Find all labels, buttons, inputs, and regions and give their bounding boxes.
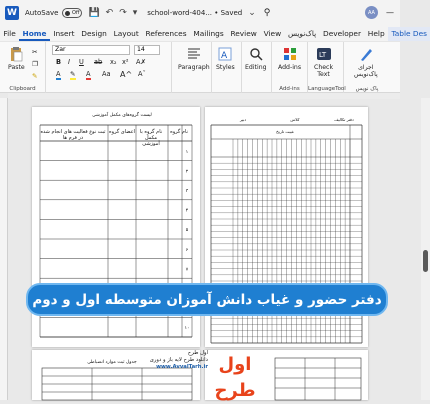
paknevis-group: [344, 42, 390, 94]
languagetool-icon: [316, 46, 332, 62]
copy-icon[interactable]: ❐: [32, 60, 38, 68]
paste-label: Paste: [8, 64, 25, 71]
paragraph-button[interactable]: [178, 46, 210, 71]
check-text-line2: Text: [317, 71, 330, 78]
tab-help[interactable]: Help: [367, 29, 385, 38]
horizontal-ruler[interactable]: [8, 93, 400, 99]
font-color-button[interactable]: A: [86, 70, 91, 78]
tab-paknevis[interactable]: پاک‌نویس: [287, 29, 317, 38]
underline-button[interactable]: U: [79, 58, 84, 66]
row-number: ۱۰: [184, 326, 190, 332]
autosave-label: AutoSave: [25, 8, 59, 17]
title-bar: [0, 0, 400, 25]
paste-button[interactable]: [8, 46, 25, 71]
paknevis-group-label: پاک نویس: [355, 86, 379, 92]
styles-group: [212, 42, 242, 94]
left-header-3: ثبت نوع فعالیت های انجام شده در فرم ها: [40, 129, 106, 141]
addins-button[interactable]: [278, 46, 301, 71]
right-header-mid: کلاس: [290, 117, 300, 122]
italic-button[interactable]: I: [68, 58, 70, 66]
left-page-title: لیست گروه‌های مکمل آموزشی: [92, 113, 152, 118]
promo-banner: دفتر حضور و غیاب دانش آموزان متوسطه اول و دوم: [26, 283, 388, 316]
watermark-text: [108, 350, 208, 371]
scrollbar-thumb[interactable]: [423, 250, 428, 272]
ribbon-tabs: [0, 25, 427, 41]
row-number: ۶: [185, 247, 189, 253]
autosave-toggle[interactable]: [62, 8, 82, 18]
row-number: ۱: [185, 149, 189, 155]
styles-button[interactable]: [216, 46, 235, 71]
clear-formatting-icon[interactable]: A✗: [136, 58, 147, 66]
svg-text:LT: LT: [318, 51, 326, 59]
svg-text:A: A: [221, 51, 228, 61]
autosave-toggle-state: Off: [72, 9, 80, 16]
bottom-left-title: جدول ثبت موارد انضباطی: [87, 360, 137, 365]
tab-insert[interactable]: Insert: [53, 29, 75, 38]
tab-references[interactable]: References: [145, 29, 187, 38]
save-icon[interactable]: 💾: [88, 7, 100, 18]
tab-table-design[interactable]: Table Des: [388, 27, 430, 41]
strikethrough-button[interactable]: ab: [94, 58, 103, 66]
customize-toolbar-icon[interactable]: ▾: [132, 7, 138, 18]
minimize-icon[interactable]: —: [386, 8, 394, 17]
styles-label: Styles: [216, 64, 235, 71]
grow-font-button[interactable]: A^: [120, 70, 133, 79]
vertical-ruler[interactable]: [0, 98, 8, 400]
title-dropdown-icon[interactable]: ⌄: [248, 7, 256, 18]
avatar[interactable]: AA: [365, 6, 378, 19]
editing-group: [242, 42, 272, 94]
paragraph-group: [172, 42, 212, 94]
word-app-icon: W: [5, 6, 19, 20]
check-text-button[interactable]: [314, 46, 333, 78]
paknevis-line2: پاک‌نویس: [354, 71, 378, 78]
bold-button[interactable]: B: [56, 58, 62, 66]
tab-mailings[interactable]: Mailings: [193, 29, 224, 38]
row-number: ۴: [185, 208, 189, 214]
tab-home[interactable]: Home: [19, 29, 50, 41]
row-number: ۵: [185, 228, 189, 234]
document-title[interactable]: school-word-404... • Saved: [147, 8, 243, 17]
tab-view[interactable]: View: [263, 29, 282, 38]
addins-group: [272, 42, 308, 94]
row-number: ۳: [185, 189, 189, 194]
search-icon[interactable]: ⚲: [263, 7, 271, 18]
format-painter-icon[interactable]: ✎: [32, 72, 38, 80]
shrink-font-button[interactable]: Aˇ: [138, 70, 146, 78]
font-group: [46, 42, 172, 94]
check-text-line1: Check: [314, 64, 334, 71]
superscript-button[interactable]: x²: [122, 58, 129, 66]
clipboard-label: Clipboard: [9, 86, 36, 92]
avvaltarh-logo: اول طرح: [214, 354, 256, 401]
ribbon-home: [0, 41, 400, 93]
right-header-right: دبیر: [239, 117, 247, 122]
paste-icon: [8, 46, 24, 62]
run-paknevis-button[interactable]: [354, 46, 378, 78]
find-icon: [248, 46, 264, 62]
text-effects-button[interactable]: A: [56, 70, 61, 78]
clipboard-group: [0, 42, 46, 94]
languagetool-group: [308, 42, 344, 94]
quill-icon: [358, 46, 374, 62]
tab-file[interactable]: File: [3, 29, 16, 38]
highlight-color-button[interactable]: ✎: [70, 70, 76, 78]
font-size-select[interactable]: 14: [134, 45, 160, 55]
paknevis-line1: اجرای: [358, 64, 374, 71]
tab-layout[interactable]: Layout: [113, 29, 139, 38]
watermark-url: www.AvvalTarh.ir: [156, 364, 208, 370]
watermark-line1: اول طرح: [187, 350, 208, 356]
paragraph-icon: [186, 46, 202, 62]
right-grid-label: غیبت تاریخ: [276, 129, 294, 134]
left-header-2: اعضای گروه: [109, 129, 135, 135]
tab-design[interactable]: Design: [81, 29, 107, 38]
addins-icon: [282, 46, 298, 62]
redo-icon[interactable]: ↷: [119, 7, 127, 18]
left-header-0: نام گروه: [170, 129, 188, 135]
left-header-1: نام گروه با مکمل آموزشی: [139, 129, 163, 147]
subscript-button[interactable]: x₂: [110, 58, 117, 66]
vertical-scrollbar[interactable]: [421, 98, 430, 400]
undo-icon[interactable]: ↶: [105, 7, 114, 18]
styles-icon: [217, 46, 233, 62]
languagetool-label: LanguageTool: [308, 86, 346, 92]
tab-developer[interactable]: Developer: [323, 29, 362, 38]
editing-label: Editing: [245, 64, 267, 71]
font-name-select[interactable]: Zar: [52, 45, 130, 55]
addins-label: Add-ins: [278, 64, 302, 71]
cut-icon[interactable]: ✂: [32, 48, 38, 56]
right-header-left: دفتر تکالیف: [334, 117, 354, 122]
paragraph-label: Paragraph: [178, 64, 210, 71]
row-number: ۲: [185, 169, 189, 175]
tab-review[interactable]: Review: [230, 29, 257, 38]
row-number: ۷: [185, 267, 189, 273]
change-case-button[interactable]: Aa: [102, 70, 111, 78]
addins-group-label: Add-ins: [279, 86, 300, 92]
editing-button[interactable]: [245, 46, 267, 71]
watermark-line2: دانلود طرح لایه باز و دوری: [149, 357, 208, 363]
